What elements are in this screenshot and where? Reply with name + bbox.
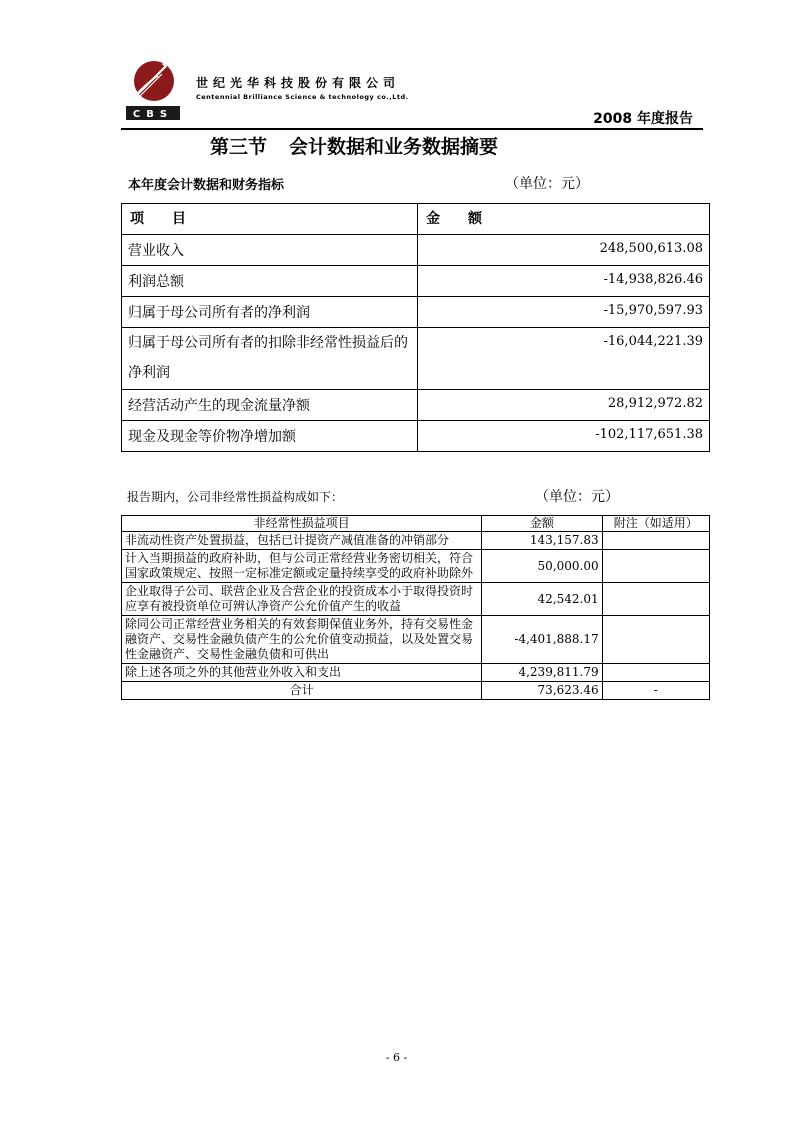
table-row [122,421,710,452]
row-item: 除同公司正常经营业务相关的有效套期保值业务外，持有交易性金融资产、交易性金融负债产生的公允价值变动损益，以及处置交易性金融资产、交易性金融负债和可供出 [122,616,482,664]
table-row [122,664,710,682]
table-header-row [122,204,710,235]
row-item: 归属于母公司所有者的扣除非经常性损益后的净利润 [122,328,418,390]
row-item: 计入当期损益的政府补助，但与公司正常经营业务密切相关，符合国家政策规定、按照一定标准定额或定量持续享受的政府补助除外 [122,550,482,583]
row-amount: 28,912,972.82 [418,390,710,421]
table-row [122,550,710,583]
company-name-cn: 世纪光华科技股份有限公司 [196,76,401,90]
row-item: 非流动性资产处置损益，包括已计提资产减值准备的冲销部分 [122,532,482,550]
row-amount: 50,000.00 [482,550,602,583]
company-logo [124,54,182,124]
page-number: - 6 - [385,1051,408,1064]
table-total-row [122,682,710,700]
logo-text: CBS [132,109,174,120]
table-row [122,616,710,664]
row-amount: 248,500,613.08 [418,235,710,266]
row-item: 企业取得子公司、联营企业及合营企业的投资成本小于取得投资时应享有被投资单位可辨认净资产公允价值产生的收益 [122,583,482,616]
row-amount: -102,117,651.38 [418,421,710,452]
row-amount: 4,239,811.79 [482,664,602,682]
company-name-en: Centennial Brilliance Science & technology co.,Ltd. [196,93,409,101]
row-item: 归属于母公司所有者的净利润 [122,297,418,328]
table-row [122,235,710,266]
header-amount: 金额 [482,516,602,532]
row-item: 经营活动产生的现金流量净额 [122,390,418,421]
section-heading: 会计数据和业务数据摘要 [289,136,499,158]
header-item: 项 目 [122,204,418,235]
non-recurring-items-table [121,515,710,700]
table-row [122,328,710,390]
table-header-row [122,516,710,532]
table-row [122,583,710,616]
row-amount: -16,044,221.39 [418,328,710,390]
header-divider [121,128,703,130]
row-note [602,550,709,583]
row-item: 利润总额 [122,266,418,297]
total-amount: 73,623.46 [482,682,602,700]
accounting-data-table [121,203,710,452]
total-note: - [602,682,709,700]
row-note [602,532,709,550]
row-note [602,583,709,616]
row-item: 现金及现金等价物净增加额 [122,421,418,452]
row-amount: -4,401,888.17 [482,616,602,664]
row-amount: 42,542.01 [482,583,602,616]
header-amount: 金 额 [418,204,710,235]
row-amount: -15,970,597.93 [418,297,710,328]
section-number: 第三节 [210,136,268,158]
row-item: 营业收入 [122,235,418,266]
row-amount: 143,157.83 [482,532,602,550]
table-row [122,532,710,550]
header-item: 非经常性损益项目 [122,516,482,532]
report-year: 2008 年度报告 [593,111,693,127]
table2-unit: （单位：元） [535,489,619,505]
row-item: 除上述各项之外的其他营业外收入和支出 [122,664,482,682]
table-row [122,390,710,421]
row-amount: -14,938,826.46 [418,266,710,297]
row-note [602,616,709,664]
table1-subtitle: 本年度会计数据和财务指标 [128,178,285,193]
table2-intro: 报告期内，公司非经常性损益构成如下： [127,490,344,504]
total-label: 合计 [122,682,482,700]
section-title [210,132,498,159]
row-note [602,664,709,682]
header-note: 附注（如适用） [602,516,709,532]
table-row [122,266,710,297]
table1-unit: （单位：元） [505,176,589,192]
table-row [122,297,710,328]
